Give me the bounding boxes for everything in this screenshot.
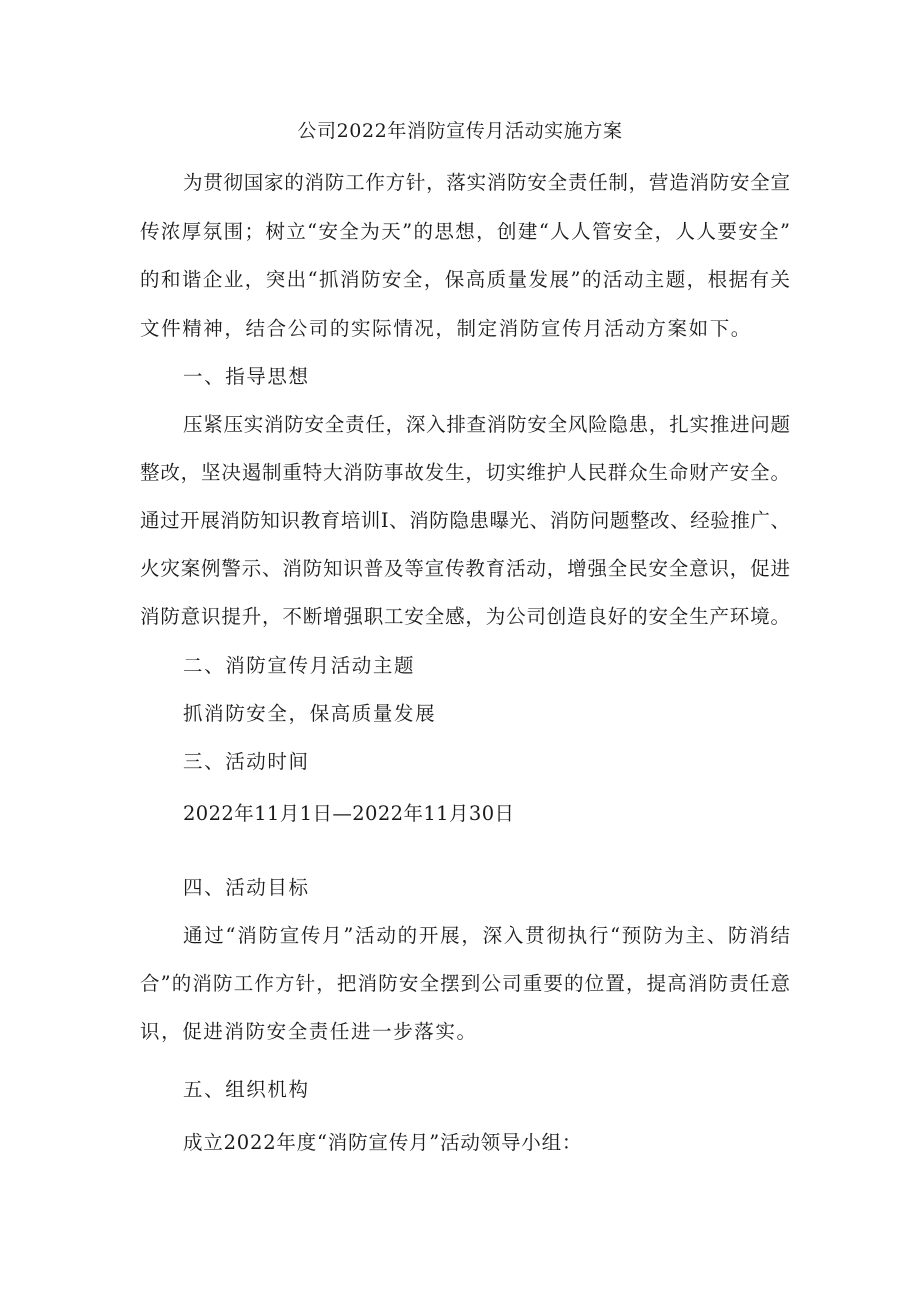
section-heading-3: 三、活动时间 <box>183 750 310 773</box>
section-heading-1: 一、指导思想 <box>183 365 310 388</box>
intro-line-2: 传浓厚氛围；树立“安全为天”的思想，创建“人人管安全，人人要安全” <box>140 220 790 243</box>
section1-line-3: 通过开展消防知识教育培训I、消防隐患曝光、消防问题整改、经验推广、 <box>140 509 790 532</box>
section4-line-3: 识，促进消防安全责任进一步落实。 <box>140 1020 478 1043</box>
section5-line-1: 成立2022年度“消防宣传月”活动领导小组： <box>183 1131 583 1154</box>
section3-line-1: 2022年11月1日—2022年11月30日 <box>183 802 515 825</box>
intro-line-3: 的和谐企业，突出“抓消防安全，保高质量发展”的活动主题，根据有关 <box>140 268 790 291</box>
section2-line-1: 抓消防安全，保高质量发展 <box>183 702 437 725</box>
section-heading-2: 二、消防宣传月活动主题 <box>183 654 416 677</box>
document-title: 公司2022年消防宣传月活动实施方案 <box>297 120 623 142</box>
section1-line-1: 压紧压实消防安全责任，深入排查消防安全风险隐患，扎实推进问题 <box>183 413 790 436</box>
intro-line-1: 为贯彻国家的消防工作方针，落实消防安全责任制，营造消防安全宣 <box>183 171 790 194</box>
section-heading-4: 四、活动目标 <box>183 876 310 899</box>
section1-line-4: 火灾案例警示、消防知识普及等宣传教育活动，增强全民安全意识，促进 <box>140 557 790 580</box>
section4-line-1: 通过“消防宣传月”活动的开展，深入贯彻执行“预防为主、防消结 <box>183 924 790 947</box>
section1-line-2: 整改，坚决遏制重特大消防事故发生，切实维护人民群众生命财产安全。 <box>140 461 790 484</box>
section-heading-5: 五、组织机构 <box>183 1078 310 1101</box>
section4-line-2: 合”的消防工作方针，把消防安全摆到公司重要的位置，提高消防责任意 <box>140 972 790 995</box>
section1-line-5: 消防意识提升，不断增强职工安全感，为公司创造良好的安全生产环境。 <box>140 605 790 628</box>
intro-line-4: 文件精神，结合公司的实际情况，制定消防宣传月活动方案如下。 <box>140 317 752 340</box>
